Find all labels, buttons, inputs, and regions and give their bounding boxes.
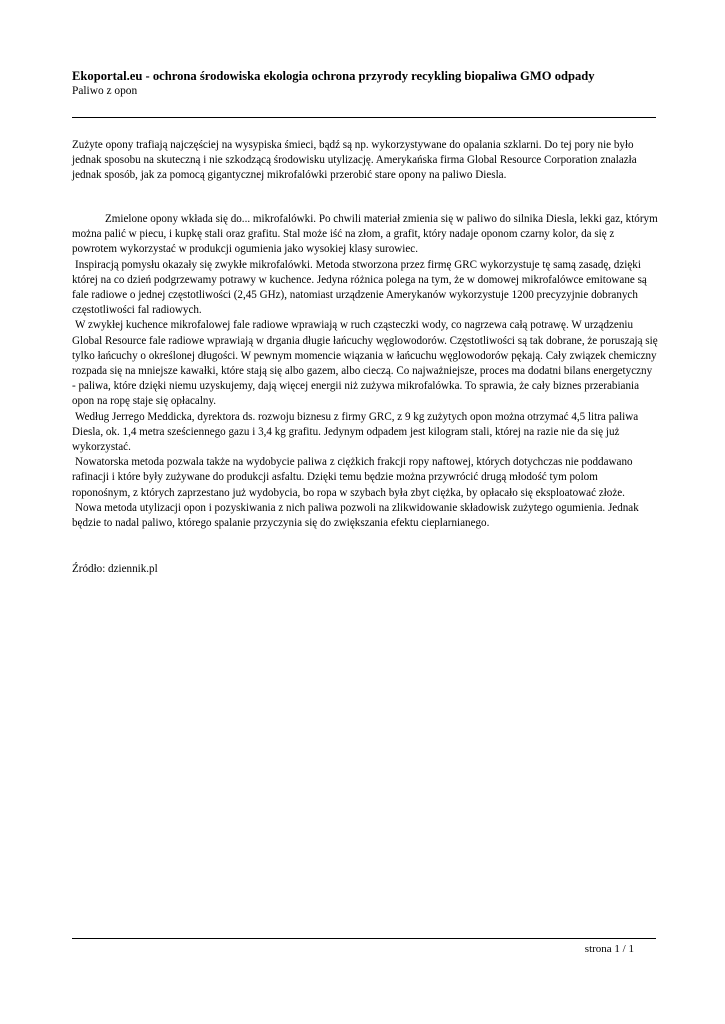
article-body (72, 212, 658, 531)
article-paragraph: Nowatorska metoda pozwala także na wydobycie paliwa z ciężkich frakcji ropy naftowej, których dotychczas nie poddawano rafinacji i które były zużywane do produkcji asfaltu. Dzięki temu będzie można przywrócić drugą młodość tym polom roponośnym, z których zaprzestano już wydobycia, bo ropa w szybach była zbyt ciężka, by opłacało się eksploatować złoże. (72, 456, 633, 499)
document-page (72, 0, 656, 1024)
article-source: Źródło: dziennik.pl (72, 563, 158, 575)
document-header (72, 68, 656, 99)
page-number: strona 1 / 1 (584, 943, 634, 955)
article-paragraph: Zmielone opony wkłada się do... mikrofalówki. Po chwili materiał zmienia się w paliwo do silnika Diesla, lekki gaz, którym można palić w piecu, i kupkę stali oraz grafitu. Stal może iść na złom, a grafit, który nadaje oponom czarny kolor, da się z powrotem wykorzystać w produkcji ogumienia jako wysokiej klasy surowiec. (72, 213, 658, 256)
article-paragraph: Nowa metoda utylizacji opon i pozyskiwania z nich paliwa pozwoli na zlikwidowanie składowisk zużytego ogumienia. Jednak będzie to nadal paliwo, którego spalanie przyczynia się do zwiększania efektu cieplarnianego. (72, 501, 639, 530)
header-divider (72, 117, 656, 118)
article-title: Paliwo z opon (72, 85, 138, 97)
article-paragraph: W zwykłej kuchence mikrofalowej fale radiowe wprawiają w ruch cząsteczki wody, co nagrzewa całą potrawę. W urządzeniu Global Resource fale radiowe wprawiają w drgania długie łańcuchy węglowodorów. Częstotliwości są tak dobrane, że poruszają się tylko łańcuchy o określonej długości. W pewnym momencie wiązania w łańcuchu węglowodorów pękają. Cały związek chemiczny rozpada się na mniejsze kawałki, które stają się albo gazem, albo cieczą. Co najważniejsze, proces ma dodatni bilans energetyczny - paliwa, które dzięki niemu uzyskujemy, dają więcej energii niż zużywa mikrofalówka. To sprawia, że cały biznes przerabiania opon na ropę staje się opłacalny. (72, 319, 658, 408)
article-paragraph: Inspiracją pomysłu okazały się zwykłe mikrofalówki. Metoda stworzona przez firmę GRC wykorzystuje tę samą zasadę, dzięki której na co dzień podgrzewamy potrawy w kuchence. Jedyna różnica polega na tym, że w domowej mikrofalówce emitowane są fale radiowe o jednej częstotliwości (2,45 GHz), natomiast urządzenie Amerykanów wykorzystuje 1200 precyzyjnie dobranych częstotliwości fal radiowych. (72, 258, 647, 317)
footer-divider (72, 938, 656, 939)
site-title: Ekoportal.eu - ochrona środowiska ekologia ochrona przyrody recykling biopaliwa GMO odpady (72, 69, 595, 83)
article-lead: Zużyte opony trafiają najczęściej na wysypiska śmieci, bądź są np. wykorzystywane do opalania szklarni. Do tej pory nie było jednak sposobu na skuteczną i nie szkodzącą środowisku utylizację. Amerykańska firma Global Resource Corporation znalazła jednak sposób, jak za pomocą gigantycznej mikrofalówki przerobić stare opony na paliwo Diesla. (72, 139, 637, 182)
article-paragraph: Według Jerrego Meddicka, dyrektora ds. rozwoju biznesu z firmy GRC, z 9 kg zużytych opon można otrzymać 4,5 litra paliwa Diesla, ok. 1,4 metra sześciennego gazu i 3,4 kg grafitu. Jedynym odpadem jest kilogram stali, której na razie nie da się już wykorzystać. (72, 410, 639, 454)
